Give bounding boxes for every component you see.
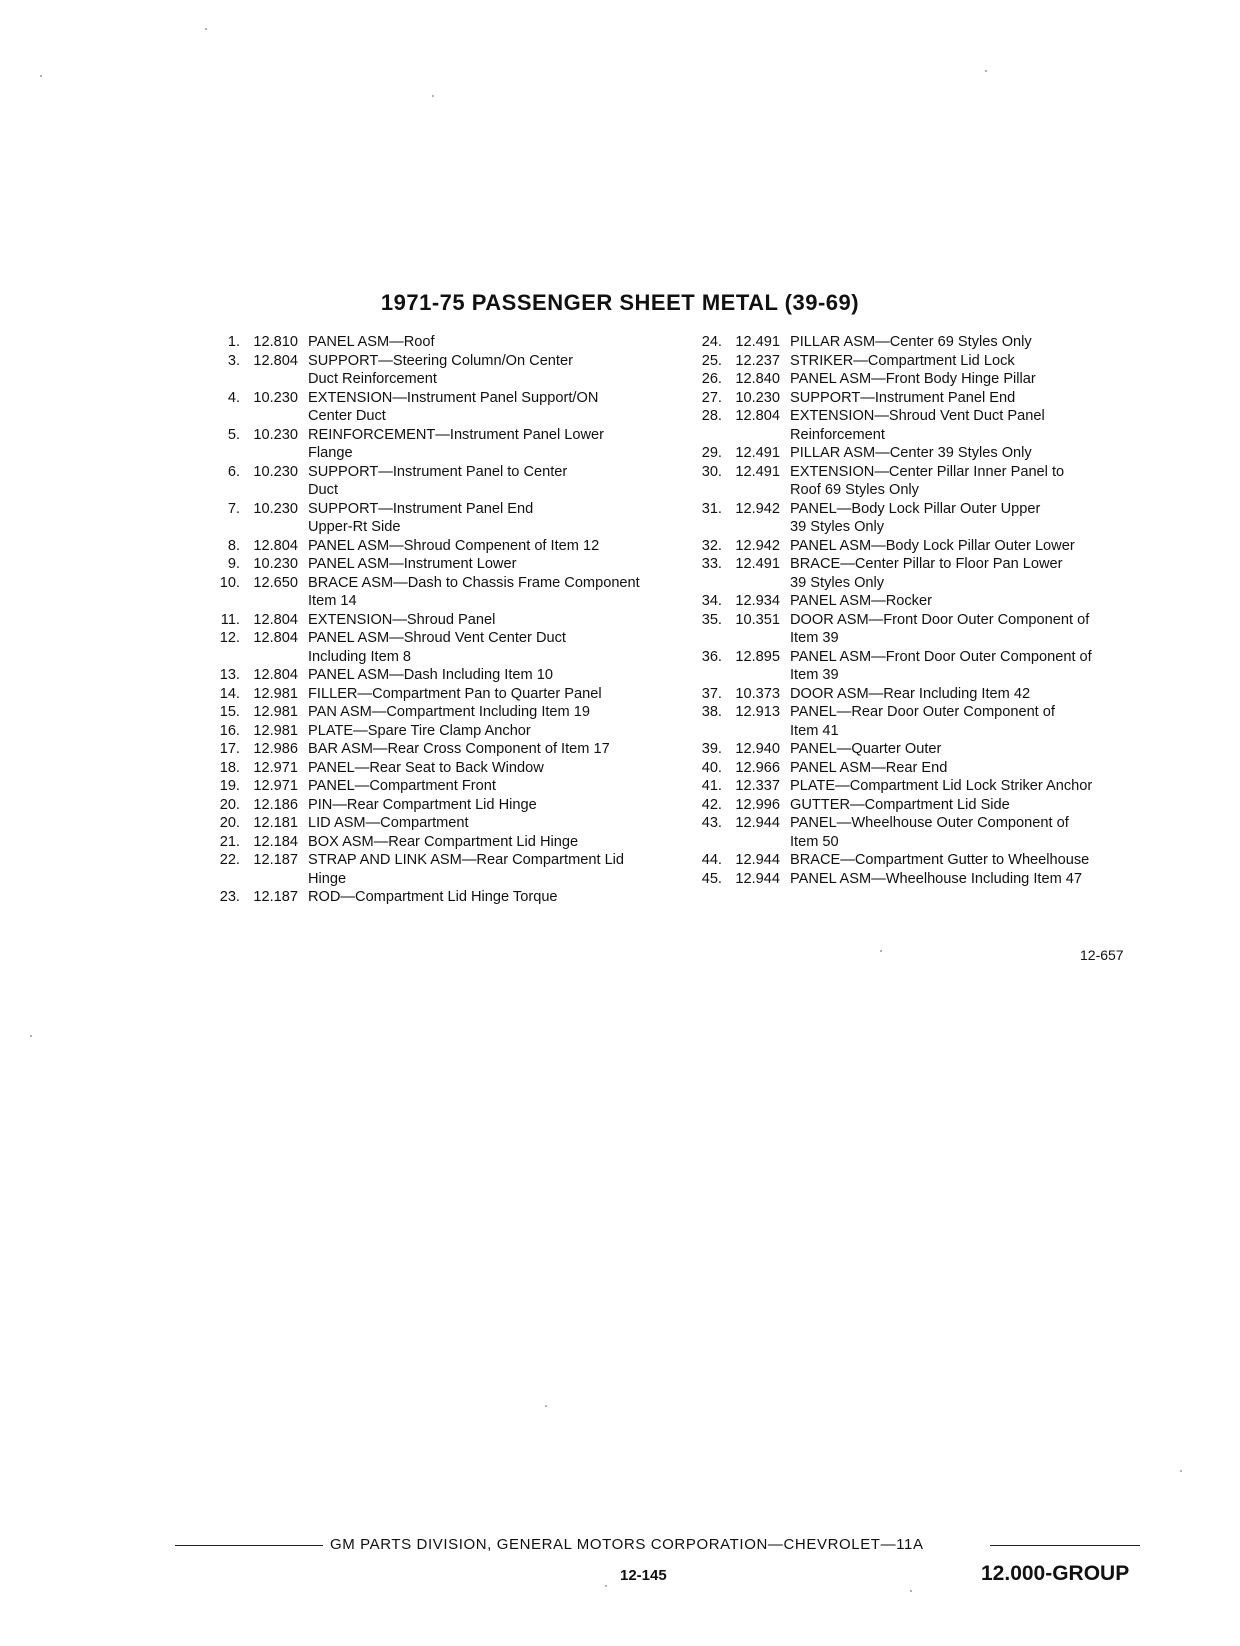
parts-list-item xyxy=(690,611,1160,648)
item-number: 13. xyxy=(219,667,240,683)
parts-list-item xyxy=(208,666,678,685)
description-line: SUPPORT—Steering Column/On Center xyxy=(308,352,573,369)
item-number: 34. xyxy=(701,593,722,609)
description-line: Item 50 xyxy=(790,833,839,850)
parts-list-item xyxy=(208,500,678,537)
parts-list-item xyxy=(690,796,1160,815)
description-line: REINFORCEMENT—Instrument Panel Lower xyxy=(308,426,605,443)
description-line: Hinge xyxy=(308,870,347,887)
scan-speck xyxy=(545,1405,547,1407)
description-line: SUPPORT—Instrument Panel End xyxy=(308,500,534,517)
description-line: Duct Reinforcement xyxy=(308,371,437,387)
part-description xyxy=(790,352,1160,371)
group-code: 12.966 xyxy=(735,759,780,776)
part-description xyxy=(308,574,678,611)
description-line: PANEL ASM—Wheelhouse Including Item 47 xyxy=(790,870,1083,887)
group-code: 12.491 xyxy=(735,463,780,480)
part-description xyxy=(308,537,678,556)
parts-list-item xyxy=(208,740,678,759)
parts-list-item xyxy=(208,685,678,704)
item-number: 41. xyxy=(701,778,722,794)
description-line: Item 14 xyxy=(308,593,357,609)
description-line: SUPPORT—Instrument Panel to Center xyxy=(308,463,568,480)
group-code: 12.981 xyxy=(253,722,298,739)
item-number: 15. xyxy=(219,704,240,720)
item-number: 14. xyxy=(219,685,240,702)
item-number: 17. xyxy=(219,741,240,757)
description-line: GUTTER—Compartment Lid Side xyxy=(790,796,1010,813)
description-line: BRACE ASM—Dash to Chassis Frame Component xyxy=(308,574,640,591)
part-description xyxy=(308,703,678,722)
group-code: 12.804 xyxy=(735,408,780,424)
part-description xyxy=(308,352,678,389)
group-code: 12.184 xyxy=(253,833,298,850)
group-code: 10.230 xyxy=(735,389,780,406)
description-line: PILLAR ASM—Center 39 Styles Only xyxy=(790,445,1032,461)
item-number: 11. xyxy=(220,611,240,628)
description-line: Item 39 xyxy=(790,667,839,683)
group-code: 12.804 xyxy=(253,630,298,646)
parts-list-item xyxy=(208,851,678,888)
part-description xyxy=(308,833,678,852)
parts-list-item xyxy=(690,537,1160,556)
parts-list-item xyxy=(208,759,678,778)
parts-list-item xyxy=(690,333,1160,352)
parts-list-item xyxy=(208,629,678,666)
item-number: 45. xyxy=(701,870,722,887)
group-code: 12.804 xyxy=(253,352,298,369)
item-number: 43. xyxy=(701,815,722,831)
description-line: Upper-Rt Side xyxy=(308,519,401,535)
group-code: 10.230 xyxy=(253,426,298,443)
parts-list-item xyxy=(690,685,1160,704)
parts-list-item xyxy=(208,555,678,574)
item-number: 21. xyxy=(219,833,240,850)
description-line: Duct xyxy=(308,482,339,498)
part-description xyxy=(308,888,678,907)
description-line: LID ASM—Compartment xyxy=(308,815,469,831)
description-line: 39 Styles Only xyxy=(790,519,885,535)
description-line: ROD—Compartment Lid Hinge Torque xyxy=(308,889,558,905)
item-number: 27. xyxy=(701,389,722,406)
footer-rule-left xyxy=(175,1545,323,1546)
parts-list-item xyxy=(208,426,678,463)
group-code: 12.491 xyxy=(735,556,780,572)
part-description xyxy=(790,870,1160,889)
part-description xyxy=(790,759,1160,778)
part-description xyxy=(308,555,678,574)
parts-list-item xyxy=(208,389,678,426)
part-description xyxy=(308,426,678,463)
scan-speck xyxy=(432,95,434,97)
part-description xyxy=(308,851,678,888)
description-line: Roof 69 Styles Only xyxy=(790,482,919,498)
parts-list-item xyxy=(690,759,1160,778)
description-line: PANEL—Compartment Front xyxy=(308,778,496,794)
item-number: 38. xyxy=(701,704,722,720)
group-code: 12.942 xyxy=(735,500,780,517)
description-line: PANEL—Quarter Outer xyxy=(790,741,942,757)
group-code: 10.230 xyxy=(253,389,298,406)
description-line: BRACE—Compartment Gutter to Wheelhouse xyxy=(790,852,1090,868)
group-code: 12.187 xyxy=(253,889,298,905)
item-number: 25. xyxy=(701,352,722,369)
item-number: 10. xyxy=(219,574,240,591)
item-number: 23. xyxy=(219,889,240,905)
item-number: 8. xyxy=(227,537,240,554)
part-description xyxy=(308,814,678,833)
part-description xyxy=(308,463,678,500)
group-code: 12.895 xyxy=(735,648,780,665)
part-description xyxy=(790,407,1160,444)
part-description xyxy=(790,333,1160,352)
scan-speck xyxy=(205,28,207,30)
parts-list-item xyxy=(208,537,678,556)
description-line: EXTENSION—Center Pillar Inner Panel to xyxy=(790,463,1065,480)
part-description xyxy=(790,814,1160,851)
part-description xyxy=(308,500,678,537)
item-number: 32. xyxy=(701,537,722,554)
parts-list-item xyxy=(690,407,1160,444)
part-description xyxy=(790,592,1160,611)
description-line: FILLER—Compartment Pan to Quarter Panel xyxy=(308,685,602,702)
description-line: PANEL—Wheelhouse Outer Component of xyxy=(790,815,1069,831)
parts-list-item xyxy=(208,722,678,741)
parts-list-item xyxy=(208,796,678,815)
item-number: 30. xyxy=(701,463,722,480)
description-line: PANEL ASM—Roof xyxy=(308,334,435,350)
group-code: 12.913 xyxy=(735,704,780,720)
parts-list-item xyxy=(690,463,1160,500)
part-description xyxy=(308,796,678,815)
parts-list-item xyxy=(690,352,1160,371)
item-number: 16. xyxy=(219,722,240,739)
group-code: 12.942 xyxy=(735,537,780,554)
description-line: Item 39 xyxy=(790,630,839,646)
part-description xyxy=(790,796,1160,815)
parts-list-item xyxy=(690,389,1160,408)
item-number: 18. xyxy=(219,759,240,776)
group-code: 12.804 xyxy=(253,667,298,683)
parts-list-right xyxy=(690,333,1160,888)
part-description xyxy=(790,740,1160,759)
item-number: 37. xyxy=(701,685,722,702)
part-description xyxy=(790,537,1160,556)
part-description xyxy=(790,389,1160,408)
part-description xyxy=(790,777,1160,796)
parts-list-item xyxy=(208,352,678,389)
item-number: 20. xyxy=(219,815,240,831)
footer-text: GM PARTS DIVISION, GENERAL MOTORS CORPORATION—CHEVROLET—11A xyxy=(330,1536,924,1553)
item-number: 4. xyxy=(227,389,240,406)
item-number: 12. xyxy=(219,630,240,646)
description-line: Reinforcement xyxy=(790,426,885,443)
description-line: PANEL ASM—Front Body Hinge Pillar xyxy=(790,371,1036,387)
group-code: 12.337 xyxy=(735,778,780,794)
group-label: 12.000-GROUP xyxy=(981,1562,1130,1585)
part-description xyxy=(790,444,1160,463)
description-line: PLATE—Compartment Lid Lock Striker Anchor xyxy=(790,778,1093,794)
parts-list-left xyxy=(208,333,678,907)
part-description xyxy=(308,777,678,796)
parts-list-item xyxy=(208,777,678,796)
item-number: 19. xyxy=(219,778,240,794)
parts-list-item xyxy=(208,703,678,722)
group-code: 12.986 xyxy=(253,741,298,757)
description-line: 39 Styles Only xyxy=(790,574,885,591)
parts-list-item xyxy=(208,463,678,500)
description-line: EXTENSION—Shroud Vent Duct Panel xyxy=(790,408,1045,424)
parts-list-item xyxy=(208,833,678,852)
part-description xyxy=(308,333,678,352)
description-line: Item 41 xyxy=(790,722,839,739)
parts-list-item xyxy=(208,814,678,833)
part-description xyxy=(308,666,678,685)
description-line: PANEL—Rear Seat to Back Window xyxy=(308,759,544,776)
description-line: PANEL ASM—Rocker xyxy=(790,593,932,609)
part-description xyxy=(308,722,678,741)
item-number: 7. xyxy=(227,500,240,517)
scan-speck xyxy=(1180,1470,1182,1472)
group-code: 12.491 xyxy=(735,334,780,350)
scan-speck xyxy=(605,1585,607,1587)
parts-list-item xyxy=(690,555,1160,592)
parts-list-item xyxy=(690,740,1160,759)
part-description xyxy=(308,740,678,759)
group-code: 12.491 xyxy=(735,445,780,461)
item-number: 20. xyxy=(219,796,240,813)
group-code: 10.230 xyxy=(253,500,298,517)
item-number: 39. xyxy=(701,741,722,757)
description-line: BOX ASM—Rear Compartment Lid Hinge xyxy=(308,833,579,850)
item-number: 42. xyxy=(701,796,722,813)
description-line: PANEL ASM—Body Lock Pillar Outer Lower xyxy=(790,537,1075,554)
group-code: 12.981 xyxy=(253,685,298,702)
item-number: 28. xyxy=(701,408,722,424)
part-description xyxy=(790,370,1160,389)
group-code: 12.840 xyxy=(735,371,780,387)
description-line: PANEL ASM—Dash Including Item 10 xyxy=(308,667,553,683)
part-description xyxy=(790,851,1160,870)
description-line: BAR ASM—Rear Cross Component of Item 17 xyxy=(308,741,610,757)
group-code: 12.804 xyxy=(253,611,298,628)
figure-number: 12-657 xyxy=(1080,947,1124,963)
group-code: 12.186 xyxy=(253,796,298,813)
group-code: 12.650 xyxy=(253,574,298,591)
item-number: 36. xyxy=(701,648,722,665)
item-number: 40. xyxy=(701,759,722,776)
item-number: 9. xyxy=(227,556,240,572)
scan-speck xyxy=(880,950,882,952)
description-line: DOOR ASM—Rear Including Item 42 xyxy=(790,685,1031,702)
item-number: 44. xyxy=(701,852,722,868)
parts-list-item xyxy=(208,574,678,611)
item-number: 6. xyxy=(227,463,240,480)
parts-list-item xyxy=(690,648,1160,685)
description-line: DOOR ASM—Front Door Outer Component of xyxy=(790,611,1090,628)
parts-list-item xyxy=(690,870,1160,889)
description-line: Including Item 8 xyxy=(308,648,412,665)
scan-speck xyxy=(985,70,987,72)
description-line: PILLAR ASM—Center 69 Styles Only xyxy=(790,334,1032,350)
description-line: PANEL ASM—Shroud Compenent of Item 12 xyxy=(308,537,600,554)
part-description xyxy=(790,611,1160,648)
item-number: 1. xyxy=(227,334,240,350)
scan-speck xyxy=(40,75,42,77)
scan-speck xyxy=(30,1035,32,1037)
item-number: 31. xyxy=(701,500,722,517)
item-number: 22. xyxy=(219,852,240,868)
part-description xyxy=(308,629,678,666)
group-code: 10.230 xyxy=(253,556,298,572)
part-description xyxy=(308,759,678,778)
item-number: 24. xyxy=(701,334,722,350)
part-description xyxy=(790,555,1160,592)
description-line: BRACE—Center Pillar to Floor Pan Lower xyxy=(790,556,1063,572)
item-number: 35. xyxy=(701,611,722,628)
description-line: PANEL ASM—Instrument Lower xyxy=(308,556,517,572)
part-description xyxy=(308,611,678,630)
description-line: STRAP AND LINK ASM—Rear Compartment Lid xyxy=(308,852,625,868)
description-line: PANEL ASM—Front Door Outer Component of xyxy=(790,648,1092,665)
group-code: 12.944 xyxy=(735,852,780,868)
description-line: PANEL ASM—Rear End xyxy=(790,759,948,776)
parts-list-item xyxy=(690,703,1160,740)
item-number: 5. xyxy=(227,426,240,443)
group-code: 12.940 xyxy=(735,741,780,757)
scan-speck xyxy=(910,1590,912,1592)
group-code: 12.971 xyxy=(253,778,298,794)
group-code: 12.804 xyxy=(253,537,298,554)
page-number: 12-145 xyxy=(620,1567,667,1584)
group-code: 12.944 xyxy=(735,815,780,831)
description-line: PANEL—Rear Door Outer Component of xyxy=(790,704,1055,720)
part-description xyxy=(308,389,678,426)
item-number: 29. xyxy=(701,445,722,461)
description-line: Flange xyxy=(308,445,353,461)
part-description xyxy=(790,685,1160,704)
group-code: 12.996 xyxy=(735,796,780,813)
description-line: SUPPORT—Instrument Panel End xyxy=(790,389,1016,406)
description-line: PLATE—Spare Tire Clamp Anchor xyxy=(308,722,531,739)
parts-list-item xyxy=(690,814,1160,851)
group-code: 12.810 xyxy=(253,334,298,350)
description-line: PANEL ASM—Shroud Vent Center Duct xyxy=(308,630,566,646)
group-code: 12.181 xyxy=(253,815,298,831)
group-code: 10.373 xyxy=(735,685,780,702)
part-description xyxy=(308,685,678,704)
description-line: Center Duct xyxy=(308,408,386,424)
part-description xyxy=(790,648,1160,685)
part-description xyxy=(790,500,1160,537)
item-number: 33. xyxy=(701,556,722,572)
group-code: 10.351 xyxy=(735,611,780,628)
part-description xyxy=(790,463,1160,500)
group-code: 12.981 xyxy=(253,704,298,720)
description-line: PIN—Rear Compartment Lid Hinge xyxy=(308,796,537,813)
description-line: PAN ASM—Compartment Including Item 19 xyxy=(308,704,590,720)
group-code: 10.230 xyxy=(253,463,298,480)
parts-list-item xyxy=(208,611,678,630)
parts-list-item xyxy=(208,333,678,352)
parts-list-item xyxy=(690,444,1160,463)
description-line: STRIKER—Compartment Lid Lock xyxy=(790,352,1015,369)
group-code: 12.944 xyxy=(735,870,780,887)
parts-list-item xyxy=(208,888,678,907)
parts-list-item xyxy=(690,370,1160,389)
part-description xyxy=(790,703,1160,740)
group-code: 12.187 xyxy=(253,852,298,868)
group-code: 12.934 xyxy=(735,593,780,609)
parts-list-item xyxy=(690,592,1160,611)
item-number: 3. xyxy=(227,352,240,369)
description-line: EXTENSION—Shroud Panel xyxy=(308,611,496,628)
group-code: 12.237 xyxy=(735,352,780,369)
description-line: PANEL—Body Lock Pillar Outer Upper xyxy=(790,500,1041,517)
description-line: EXTENSION—Instrument Panel Support/ON xyxy=(308,389,599,406)
group-code: 12.971 xyxy=(253,759,298,776)
item-number: 26. xyxy=(701,371,722,387)
parts-list-item xyxy=(690,777,1160,796)
parts-list-item xyxy=(690,851,1160,870)
page-title: 1971-75 PASSENGER SHEET METAL (39-69) xyxy=(380,290,860,315)
parts-list-item xyxy=(690,500,1160,537)
footer-rule-right xyxy=(990,1545,1140,1546)
